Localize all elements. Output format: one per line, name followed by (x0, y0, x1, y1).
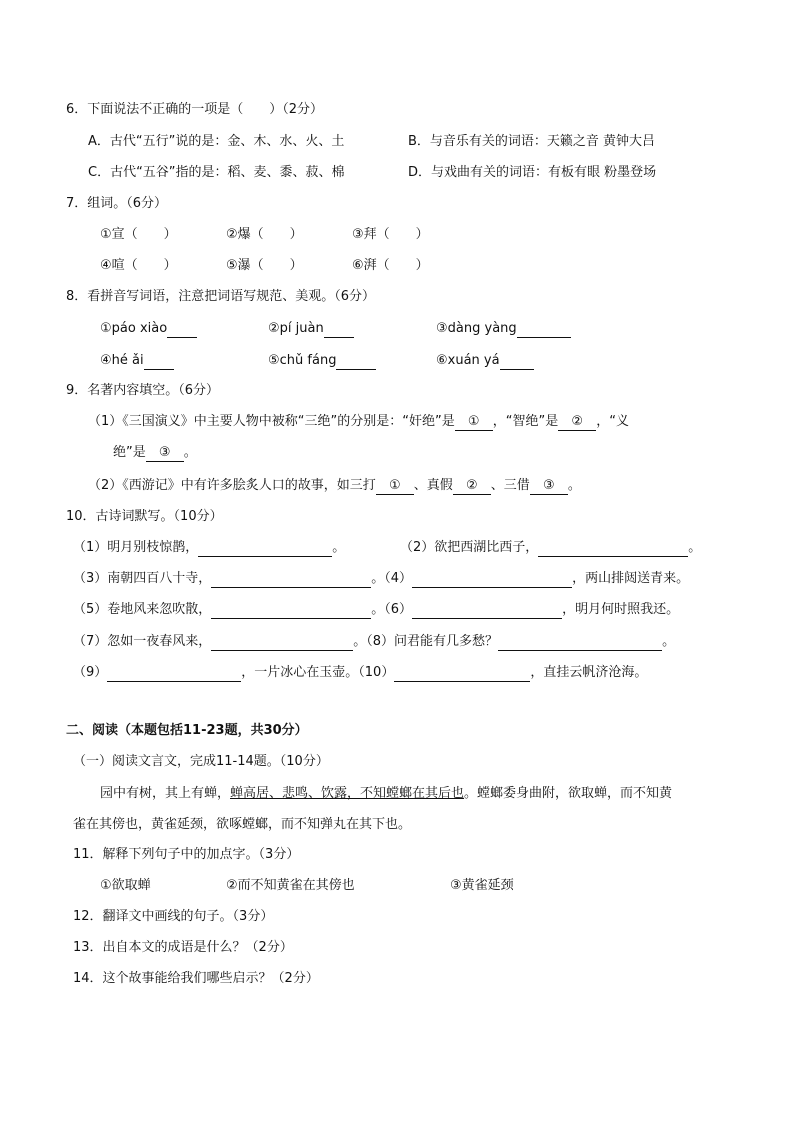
passage-line-1: 园中有树，其上有蝉，蝉高居、悲鸣、饮露，不知螳螂在其后也。螳螂委身曲附，欲取蝉，而不知黄 (100, 786, 673, 801)
q8-item-2: ②pí juàn (268, 320, 354, 338)
q6-option-d: D．与戏曲有关的词语：有板有眼 粉墨登场 (408, 165, 657, 180)
q8-item-5: ⑤chǔ fáng (268, 352, 376, 370)
q10-line-2: （2）欲把西湖比西子， 。 (400, 540, 702, 555)
answer-blank[interactable] (167, 321, 197, 338)
answer-blank[interactable] (517, 321, 571, 338)
q8-item-3: ③dàng yàng (436, 320, 571, 338)
answer-blank[interactable] (198, 540, 332, 557)
underlined-sentence: 蝉高居、悲鸣、饮露，不知螳螂在其后也 (230, 786, 465, 801)
q10-line-4: （5）卷地风来忽吹散， 。（6） ，明月何时照我还。 (73, 602, 680, 617)
answer-blank[interactable] (144, 353, 174, 370)
q8-item-6: ⑥xuán yá (436, 352, 534, 370)
section-2-sub-1: （一）阅读文言文，完成11-14题。（10分） (73, 754, 329, 769)
answer-blank[interactable] (211, 571, 371, 588)
answer-blank[interactable] (538, 540, 688, 557)
q14-stem: 14．这个故事能给我们哪些启示？（2分） (73, 971, 319, 986)
q10-line-6: （9） ，一片冰心在玉壶。（10） ，直挂云帆济沧海。 (73, 665, 648, 680)
q8-item-4: ④hé ǎi (100, 352, 174, 370)
answer-blank[interactable]: ③ (530, 478, 568, 495)
answer-blank[interactable] (107, 665, 241, 682)
q11-item-1: ①欲取蝉 (100, 878, 151, 893)
answer-blank[interactable]: ③ (146, 445, 184, 462)
q6-option-c: C．古代“五谷”指的是：稻、麦、黍、菽、棉 (88, 165, 345, 180)
q9-part2: （2）《西游记》中有许多脍炙人口的故事，如三打 ① 、真假 ② 、三借 ③ 。 (88, 478, 581, 493)
section-2-title: 二、阅读（本题包括11-23题，共30分） (66, 723, 308, 738)
q9-part1-line2: 绝”是 ③ 。 (113, 445, 197, 460)
q11-stem: 11．解释下列句子中的加点字。（3分） (73, 847, 300, 862)
answer-blank[interactable] (211, 634, 353, 651)
q10-line-5: （7）忽如一夜春风来， 。（8）问君能有几多愁？ 。 (73, 634, 676, 649)
answer-blank[interactable] (412, 602, 562, 619)
q11-item-3: ③黄雀延颈 (450, 878, 514, 893)
answer-blank[interactable]: ① (376, 478, 414, 495)
passage-line-2: 雀在其傍也，黄雀延颈，欲啄螳螂，而不知弹丸在其下也。 (73, 817, 412, 832)
q9-part1-line1: （1）《三国演义》中主要人物中被称“三绝”的分别是：“奸绝”是 ① ，“智绝”是 ② ，“义 (88, 414, 629, 429)
q11-item-2: ②而不知黄雀在其傍也 (226, 878, 355, 893)
q8-item-1: ①páo xiào (100, 320, 197, 338)
q12-stem: 12．翻译文中画线的句子。（3分） (73, 909, 274, 924)
q6-option-a: A．古代“五行”说的是：金、木、水、火、土 (88, 134, 345, 149)
answer-blank[interactable] (394, 665, 530, 682)
q10-stem: 10．古诗词默写。（10分） (66, 509, 223, 524)
q6-stem: 6．下面说法不正确的一项是（ ）（2分） (66, 102, 324, 117)
q7-stem: 7．组词。（6分） (66, 196, 168, 211)
q9-stem: 9．名著内容填空。（6分） (66, 383, 220, 398)
q7-item-1: ①宣（ ） (100, 227, 177, 242)
q7-item-4: ④喧（ ） (100, 258, 177, 273)
q7-item-5: ⑤瀑（ ） (226, 258, 303, 273)
answer-blank[interactable] (324, 321, 354, 338)
q6-option-b: B．与音乐有关的词语：天籁之音 黄钟大吕 (408, 134, 656, 149)
answer-blank[interactable]: ② (453, 478, 491, 495)
answer-blank[interactable] (336, 353, 376, 370)
answer-blank[interactable] (498, 634, 662, 651)
q8-stem: 8．看拼音写词语，注意把词语写规范、美观。（6分） (66, 289, 376, 304)
answer-blank[interactable] (500, 353, 534, 370)
q7-item-3: ③拜（ ） (352, 227, 429, 242)
q10-line-3: （3）南朝四百八十寺， 。（4） ，两山排闼送青来。 (73, 571, 690, 586)
q13-stem: 13．出自本文的成语是什么？（2分） (73, 940, 293, 955)
q7-item-2: ②爆（ ） (226, 227, 303, 242)
answer-blank[interactable]: ① (455, 414, 493, 431)
q10-line-1: （1）明月别枝惊鹊， 。 (73, 540, 346, 555)
answer-blank[interactable]: ② (558, 414, 596, 431)
q7-item-6: ⑥湃（ ） (352, 258, 429, 273)
answer-blank[interactable] (211, 602, 371, 619)
answer-blank[interactable] (412, 571, 572, 588)
